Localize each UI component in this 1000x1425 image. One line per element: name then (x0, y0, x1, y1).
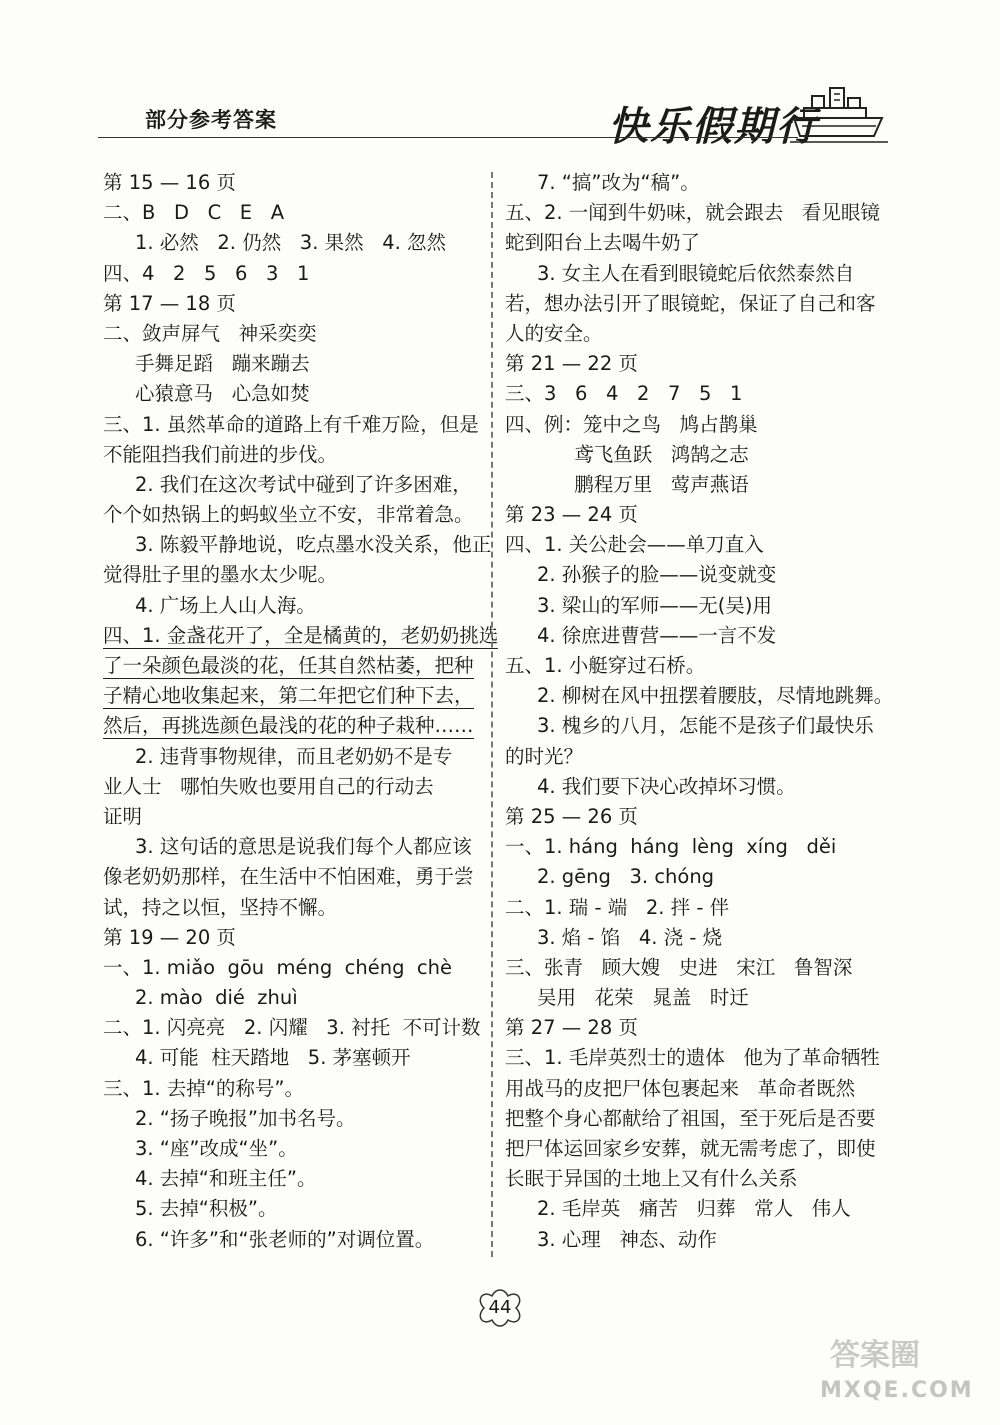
answer-line (505, 1134, 880, 1164)
answer-line (103, 953, 483, 983)
answer-line (505, 1194, 880, 1224)
answer-text: 然后，再挑选颜色最浅的花的种子栽种…… (103, 714, 474, 738)
answer-text: 2. 孙猴子的脸——说变就变 (537, 563, 777, 587)
answer-text: 3. 梁山的军师——无(吴)用 (537, 593, 773, 617)
page-range-heading (505, 802, 880, 832)
answer-line (103, 1043, 483, 1073)
answer-line (103, 1013, 483, 1043)
answer-text: 的时光？ (505, 744, 584, 768)
answer-column-left (103, 168, 499, 1255)
answer-line (103, 621, 499, 651)
answer-text: 吴用 花荣 晁盖 时迁 (537, 986, 749, 1010)
answer-text: 5. 去掉“积极”。 (135, 1197, 278, 1221)
answer-text: 二、B D C E A (103, 201, 285, 225)
answer-line (103, 1164, 483, 1194)
answer-text: 鹏程万里 莺声燕语 (537, 472, 749, 496)
answer-line (505, 1225, 880, 1255)
answer-line (103, 349, 483, 379)
answer-line (103, 500, 483, 530)
answer-text: 第 19 — 20 页 (103, 925, 236, 949)
page-range-heading (505, 500, 880, 530)
answer-text: 四、1. 金盏花开了，全是橘黄的，老奶奶挑选 (103, 623, 499, 647)
answer-text: 长眠于异国的土地上又有什么关系 (505, 1167, 798, 1191)
answer-text: 6. “许多”和“张老师的”对调位置。 (135, 1227, 435, 1251)
answer-text: 四、1. 关公赴会——单刀直入 (505, 533, 764, 557)
section-title: 部分参考答案 (145, 108, 277, 132)
answer-line (103, 259, 483, 289)
answer-line (505, 228, 880, 258)
answer-text: 2. gēng 3. chóng (537, 865, 715, 889)
answer-text: 三、3 6 4 2 7 5 1 (505, 382, 743, 406)
answer-line (505, 1043, 880, 1073)
answer-line (103, 470, 483, 500)
answer-text: 手舞足蹈 蹦来蹦去 (135, 352, 310, 376)
answer-text: 第 23 — 24 页 (505, 503, 638, 527)
answer-text: 2. “扬子晚报”加书名号。 (135, 1106, 356, 1130)
answer-line (505, 1104, 880, 1134)
answer-line (103, 591, 483, 621)
column-divider (491, 172, 493, 1257)
answer-text: 4. 可能 柱天踏地 5. 茅塞顿开 (135, 1046, 411, 1070)
answer-text: 一、1. miǎo gōu méng chéng chè (103, 955, 452, 979)
answer-line (505, 621, 880, 651)
answer-line (103, 651, 483, 681)
answer-text: 蛇到阳台上去喝牛奶了 (505, 231, 701, 255)
page-number-badge (474, 1288, 526, 1328)
answer-text: 2. 我们在这次考试中碰到了许多困难， (135, 472, 472, 496)
answer-line (505, 983, 880, 1013)
answer-text: 人的安全。 (505, 321, 603, 345)
page-range-heading (505, 1013, 880, 1043)
answer-text: 1. 必然 2. 仍然 3. 果然 4. 忽然 (135, 231, 447, 255)
answer-text: 第 27 — 28 页 (505, 1016, 638, 1040)
answer-text: 了一朵颜色最淡的花，任其自然枯萎，把种 (103, 654, 474, 677)
answer-line (103, 862, 483, 892)
answer-text: 2. 柳树在风中扭摆着腰肢，尽情地跳舞。 (537, 684, 894, 708)
answer-line (505, 893, 880, 923)
answer-text: 心猿意马 心急如焚 (135, 382, 310, 406)
brand-title: 快乐假期行 (608, 104, 818, 150)
answer-text: 二、1. 闪亮亮 2. 闪耀 3. 衬托 不可计数 (103, 1016, 481, 1040)
answer-line (103, 1134, 483, 1164)
answer-line (505, 711, 880, 741)
answer-text: 试，持之以恒，坚持不懈。 (103, 895, 338, 919)
answer-text: 3. 这句话的意思是说我们每个人都应该 (135, 835, 472, 859)
answer-line (103, 742, 483, 772)
answer-text: 四、例：笼中之鸟 鸠占鹊巢 (505, 412, 758, 436)
answer-text: 个个如热锅上的蚂蚁坐立不安，非常着急。 (103, 503, 474, 527)
answer-text: 用战马的皮把尸体包裹起来 革命者既然 (505, 1076, 856, 1100)
answer-line (505, 470, 880, 500)
answer-line (103, 319, 483, 349)
answer-text: 3. 陈毅平静地说，吃点墨水没关系，他正 (135, 533, 492, 557)
answer-text: 二、敛声屏气 神采奕奕 (103, 321, 317, 345)
answer-line (103, 772, 483, 802)
answer-text: 若，想办法引开了眼镜蛇，保证了自己和客 (505, 291, 876, 315)
answer-line (505, 1164, 880, 1194)
answer-text: 7. “搞”改为“稿”。 (537, 171, 700, 194)
answer-text: 第 25 — 26 页 (505, 804, 638, 828)
page-range-heading (103, 923, 483, 953)
answer-text: 三、张青 顾大嫂 史进 宋江 鲁智深 (505, 955, 853, 979)
answer-line (505, 168, 880, 198)
answer-text: 一、1. háng háng lèng xíng děi (505, 835, 837, 859)
answer-column-right (505, 168, 894, 1255)
answer-line (505, 560, 880, 590)
answer-line (103, 802, 483, 832)
answer-text: 子精心地收集起来，第二年把它们种下去， (103, 684, 474, 708)
answer-line (505, 410, 880, 440)
answer-line (103, 983, 483, 1013)
watermark-logo: 答案圈 (830, 1338, 920, 1373)
answer-line (103, 530, 492, 560)
answer-line (103, 560, 483, 590)
answer-text: 业人士 哪怕失败也要用自己的行动去 (103, 774, 434, 798)
answer-line (505, 259, 880, 289)
header-rule (98, 137, 798, 138)
answer-line (103, 1074, 483, 1104)
answer-line (103, 681, 483, 711)
answer-text: 三、1. 去掉“的称号”。 (103, 1076, 305, 1100)
answer-line (505, 289, 880, 319)
answer-line (103, 410, 483, 440)
answer-line (103, 440, 483, 470)
answer-text: 3. 心理 神态、动作 (537, 1227, 717, 1251)
answer-text: 4. 我们要下决心改掉坏习惯。 (537, 774, 796, 798)
page-range-heading (103, 168, 483, 198)
answer-line (505, 440, 880, 470)
answer-text: 2. mào dié zhuì (135, 986, 298, 1010)
answer-text: 像老奶奶那样，在生活中不怕困难，勇于尝 (103, 865, 474, 889)
ship-icon (790, 82, 890, 152)
page-range-heading (103, 289, 483, 319)
answer-text: 2. 毛岸英 痛苦 归葬 常人 伟人 (537, 1197, 851, 1221)
answer-line (505, 651, 880, 681)
answer-text: 3. 焰 - 馅 4. 浇 - 烧 (537, 925, 723, 949)
page-number: 44 (488, 1297, 512, 1318)
answer-line (103, 228, 483, 258)
answer-text: 4. 广场上人山人海。 (135, 593, 316, 617)
page-range-heading (505, 349, 880, 379)
answer-text: 不能阻挡我们前进的步伐。 (103, 442, 338, 466)
answer-text: 三、1. 毛岸英烈士的遗体 他为了革命牺牲 (505, 1046, 880, 1070)
answer-line (505, 591, 880, 621)
answer-text: 鸢飞鱼跃 鸿鹄之志 (537, 442, 749, 466)
answer-text: 把尸体运回家乡安葬，就无需考虑了，即使 (505, 1137, 876, 1160)
answer-text: 3. 槐乡的八月，怎能不是孩子们最快乐 (537, 714, 874, 738)
answer-text: 三、1. 虽然革命的道路上有千难万险，但是 (103, 412, 479, 436)
answer-line (505, 742, 880, 772)
answer-line (103, 379, 483, 409)
answer-text: 四、4 2 5 6 3 1 (103, 261, 310, 285)
answer-line (505, 832, 880, 862)
answer-line (103, 1194, 483, 1224)
answer-text: 4. 去掉“和班主任”。 (135, 1167, 317, 1191)
answer-text: 五、2. 一闻到牛奶味，就会跟去 看见眼镜 (505, 201, 880, 225)
answer-line (103, 711, 483, 741)
answer-text: 二、1. 瑞 - 端 2. 拌 - 伴 (505, 895, 730, 919)
answer-line (505, 953, 880, 983)
answer-text: 4. 徐庶进曹营——一言不发 (537, 623, 777, 647)
answer-text: 3. “座”改成“坐”。 (135, 1137, 298, 1160)
answer-line (505, 530, 880, 560)
answer-line (103, 1104, 483, 1134)
answer-line (505, 923, 880, 953)
answer-line (505, 319, 880, 349)
answer-line (103, 1225, 483, 1255)
answer-text: 五、1. 小艇穿过石桥。 (505, 654, 706, 677)
answer-text: 第 21 — 22 页 (505, 352, 638, 376)
answer-text: 把整个身心都献给了祖国，至于死后是否要 (505, 1106, 876, 1130)
answer-line (103, 893, 483, 923)
answer-text: 3. 女主人在看到眼镜蛇后依然泰然自 (537, 261, 855, 285)
answer-line (505, 772, 880, 802)
answer-text: 第 15 — 16 页 (103, 171, 236, 194)
answer-text: 2. 违背事物规律，而且老奶奶不是专 (135, 744, 453, 768)
answer-line (505, 198, 880, 228)
answer-line (103, 198, 483, 228)
answer-text: 觉得肚子里的墨水太少呢。 (103, 563, 338, 587)
answer-line (103, 832, 483, 862)
answer-line (505, 379, 880, 409)
watermark-url: MXQE.COM (820, 1378, 974, 1403)
answer-line (505, 681, 894, 711)
answer-text: 证明 (103, 804, 143, 828)
answer-line (505, 1074, 880, 1104)
answer-text: 第 17 — 18 页 (103, 291, 236, 315)
answer-line (505, 862, 880, 892)
